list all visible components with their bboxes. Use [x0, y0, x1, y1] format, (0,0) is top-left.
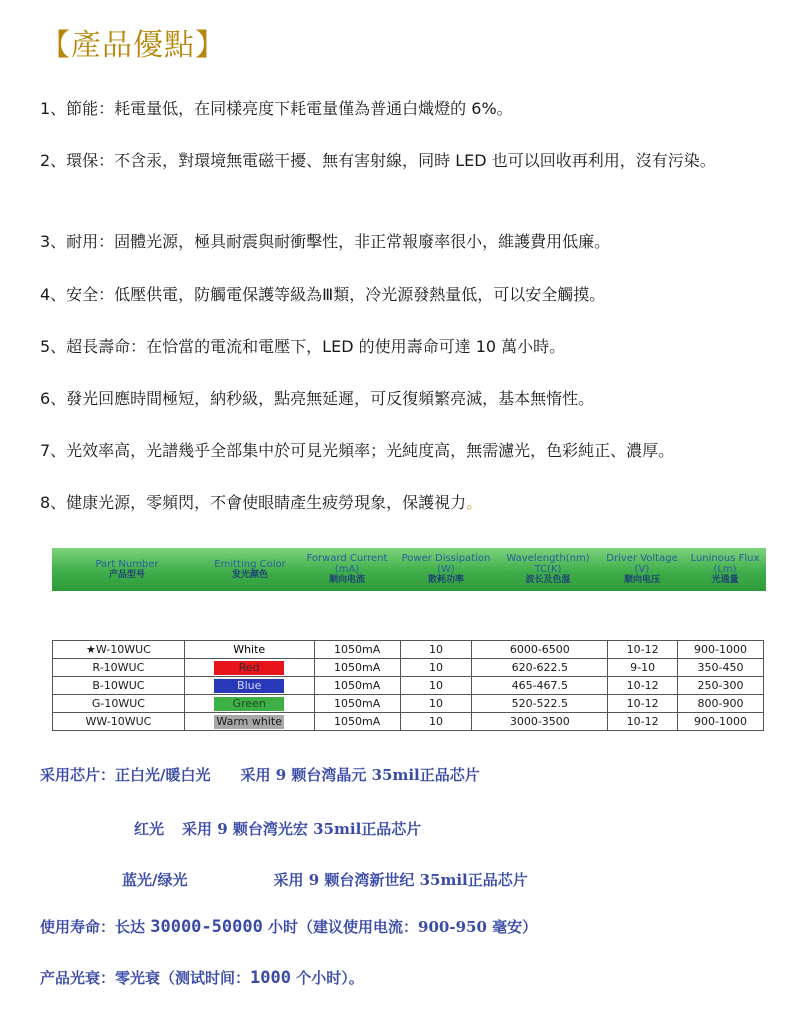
advantage-item: 5、超長壽命：在恰當的電流和電壓下，LED 的使用壽命可達 10 萬小時。 [40, 337, 566, 356]
color-cell [184, 659, 314, 677]
part-number-cell: R-10WUC [53, 659, 185, 677]
advantage-item: 1、節能：耗電量低，在同樣亮度下耗電量僅為普通白熾燈的 6%。 [40, 99, 513, 118]
color-cell [184, 641, 314, 659]
color-swatch: Blue [214, 679, 284, 693]
flux-cell: 350-450 [678, 659, 764, 677]
decay-line: 产品光衰：零光衰（测试时间：1000 个小时）。 [40, 968, 364, 988]
header-driver-voltage: Driver Voltage (V) 顺向电压 [606, 553, 678, 585]
end-mark: 。 [466, 493, 483, 512]
table-row [53, 713, 764, 731]
part-number-cell: B-10WUC [53, 677, 185, 695]
advantage-item: 3、耐用：固體光源，極具耐震與耐衝擊性，非正常報廢率很小，維護費用低廉。 [40, 232, 611, 251]
color-cell [184, 677, 314, 695]
flux-cell: 900-1000 [678, 713, 764, 731]
flux-cell: 800-900 [678, 695, 764, 713]
wavelength-cell: 6000-6500 [472, 641, 608, 659]
voltage-cell: 10-12 [608, 695, 678, 713]
current-cell: 1050mA [314, 695, 400, 713]
power-cell: 10 [400, 695, 472, 713]
voltage-cell: 10-12 [608, 677, 678, 695]
header-part-number: Part Number 产品型号 [95, 558, 159, 580]
advantage-text: 8、健康光源，零頻閃，不會使眼睛產生疲勞現象，保護視力 [40, 493, 467, 512]
table-row [53, 695, 764, 713]
table-row [53, 677, 764, 695]
wavelength-cell: 620-622.5 [472, 659, 608, 677]
wavelength-cell: 520-522.5 [472, 695, 608, 713]
advantage-item [40, 490, 780, 516]
color-swatch: Warm white [214, 715, 284, 729]
wavelength-cell: 3000-3500 [472, 713, 608, 731]
advantage-item: 7、光效率高，光譜幾乎全部集中於可見光頻率；光純度高，無需濾光，色彩純正、濃厚。 [40, 441, 675, 460]
advantage-item: 4、安全：低壓供電，防觸電保護等級為Ⅲ類，冷光源發熱量低，可以安全觸摸。 [40, 285, 606, 304]
current-cell: 1050mA [314, 713, 400, 731]
current-cell: 1050mA [314, 659, 400, 677]
spec-table [52, 640, 764, 731]
current-cell: 1050mA [314, 641, 400, 659]
voltage-cell: 10-12 [608, 713, 678, 731]
current-cell: 1050mA [314, 677, 400, 695]
color-swatch: Green [214, 697, 284, 711]
part-number-cell: G-10WUC [53, 695, 185, 713]
color-swatch: White [214, 643, 284, 657]
chip-line-blue-green: 蓝光/绿光 采用 9 颗台湾新世纪 35mil正品芯片 [122, 871, 528, 889]
table-row [53, 641, 764, 659]
table-row [53, 659, 764, 677]
header-luminous-flux: Luninous Flux (Lm) 光通量 [690, 553, 760, 585]
color-swatch: Red [214, 661, 284, 675]
power-cell: 10 [400, 641, 472, 659]
header-forward-current: Forward Current (mA) 顺向电流 [306, 553, 388, 585]
part-number-cell: ★W-10WUC [53, 641, 185, 659]
flux-cell: 250-300 [678, 677, 764, 695]
header-power-dissipation: Power Dissipation (W) 散耗功率 [401, 553, 491, 585]
header-wavelength: Wavelength(nm) TC(K) 波长及色温 [506, 553, 590, 585]
part-number-cell: WW-10WUC [53, 713, 185, 731]
advantage-item: 6、發光回應時間極短，納秒級，點亮無延遲，可反復頻繁亮滅，基本無惰性。 [40, 389, 595, 408]
power-cell: 10 [400, 677, 472, 695]
header-emitting-color: Emitting Color 发光颜色 [214, 558, 286, 580]
voltage-cell: 9-10 [608, 659, 678, 677]
voltage-cell: 10-12 [608, 641, 678, 659]
chip-line-white: 采用芯片：正白光/暖白光 采用 9 颗台湾晶元 35mil正品芯片 [40, 766, 480, 784]
section-title: 【產品優點】 [40, 28, 226, 63]
power-cell: 10 [400, 659, 472, 677]
color-cell [184, 713, 314, 731]
advantage-item: 2、環保：不含汞，對環境無電磁干擾、無有害射線，同時 LED 也可以回收再利用，沒有污染。 [40, 151, 716, 170]
flux-cell: 900-1000 [678, 641, 764, 659]
lifetime-line: 使用寿命：长达 30000-50000 小时（建议使用电流：900-950 毫安） [40, 917, 538, 937]
spec-header-band [52, 548, 766, 591]
color-cell [184, 695, 314, 713]
power-cell: 10 [400, 713, 472, 731]
wavelength-cell: 465-467.5 [472, 677, 608, 695]
chip-line-red: 红光 采用 9 颗台湾光宏 35mil正品芯片 [134, 820, 422, 838]
